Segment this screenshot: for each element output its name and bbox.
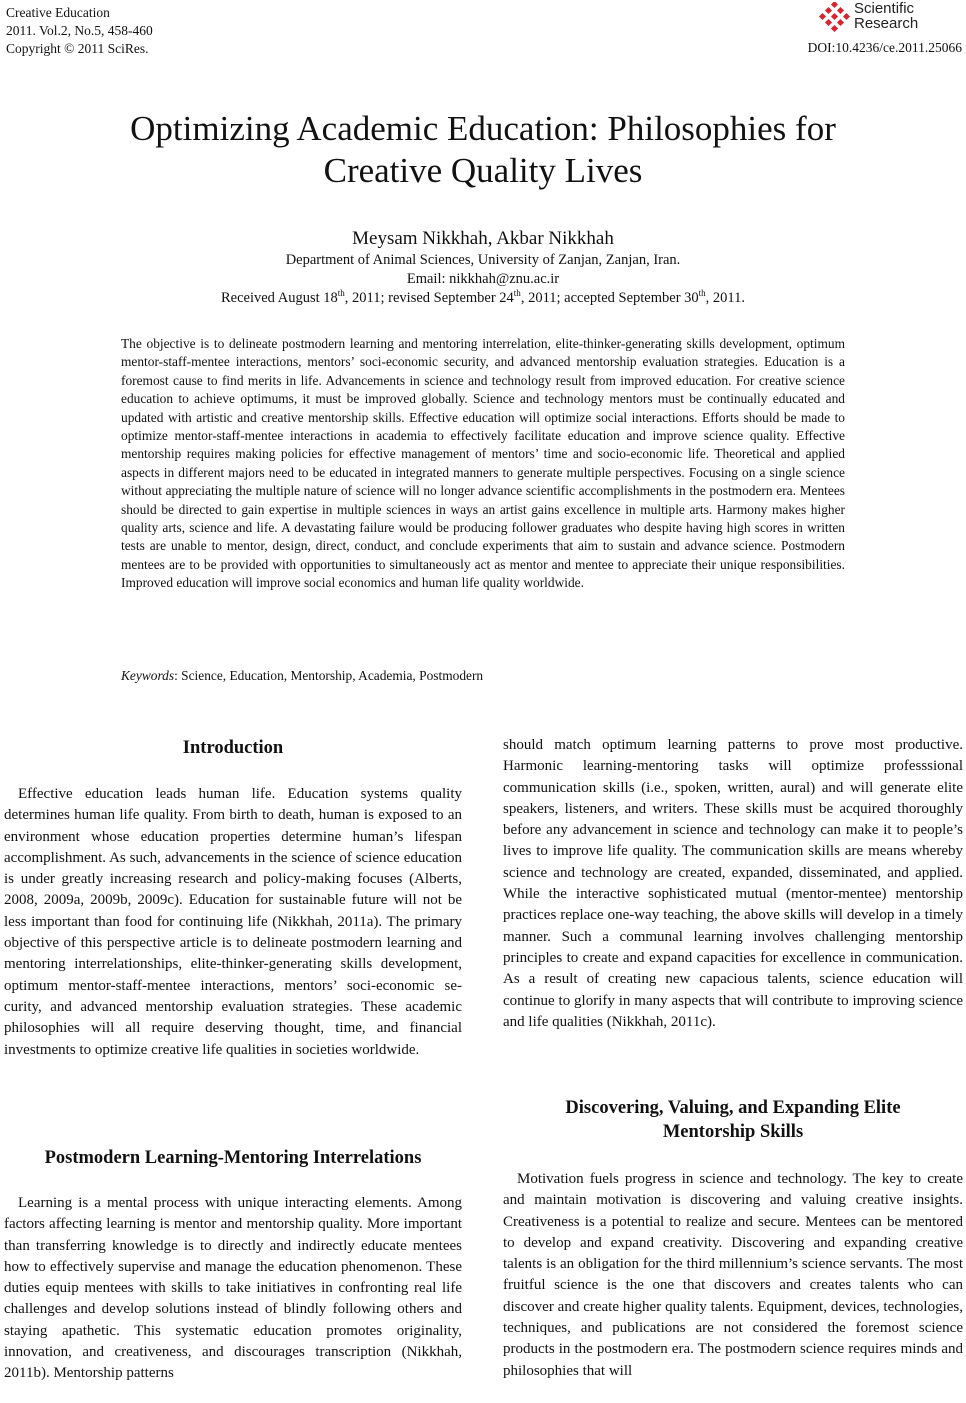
paper-title: [40, 108, 926, 192]
doi: DOI:10.4236/ce.2011.25066: [807, 40, 962, 55]
learning-mentoring-heading: Postmodern Learning-Mentoring Interrelations: [44, 1148, 422, 1168]
logo-text-line2: Research: [854, 15, 919, 32]
scientific-research-logo: [818, 0, 958, 36]
keywords: [121, 668, 483, 684]
learning-mentoring-paragraph: Learning is a mental process with unique interacting elements. Among factors affecting learning is mentor and mentorship quality. More important than transferring knowledge is to directly and indirectly educate mentees how to effectively supervise and manage the education phenomenon. These duties equip mentees with skills to take initiatives in confronting real life challenges and develop solutions instead of blindly following others and staying apathetic. This systematic education promotes originality, innovation, and creativeness, and discourages transcription (Nikkhah, 2011b). Mentorship patterns: [4, 1195, 462, 1382]
journal-header: [6, 4, 153, 58]
introduction-paragraph: Effective education leads human life. Education systems quality determines human life quality. From birth to death, human is exposed to an environment whose education properties determine human’s lifespan accomplishment. As such, advancements in the science of science education is under greatly increasing research and policy-making focuses (Alberts, 2008, 2009a, 2009b, 2009c). Education for sustainable future will not be less important than food for continuing life (Nikkhah, 2011a). The primary objective of this perspective article is to delineate postmodern learning and mentoring interrelationships, elite-thinker-generating skills development, optimum mentor-staff-mentee interactions, mentors’ soci-economic security, and advanced mentorship evaluation strategies. These academic philosophies will all require deserving thought, time, and financial investments to optimize creative life qualities in societies worldwide.: [4, 786, 462, 1058]
authors: Meysam Nikkhah, Akbar Nikkhah: [352, 228, 614, 249]
copyright: Copyright © 2011 SciRes.: [6, 41, 149, 56]
email: Email: nikkhah@znu.ac.ir: [406, 271, 560, 287]
journal-name: Creative Education: [6, 5, 110, 20]
heading-line-2: Mentorship Skills: [662, 1122, 804, 1142]
abstract: The objective is to delineate postmodern learning and mentoring interrelation, elite-thinker-generating skills development, optimum mentor-staff-mentee interactions, mentors’ soci-economic security, and advanced mentorship evaluation strategies. Education is a foremost cause to find merits in life. Advancements in science and technology result from improved education. For creative science education to achieve optimums, it must be improved globally. Science and technology mentors must be continually educated and updated with artistic and creative mentorship skills. Effective education will optimize social interactions. Efforts should be made to optimize mentor-staff-mentee interactions in academia to effectively facilitate education and improve science quality. Effective mentorship requires making policies for effective management of mentors’ time and socio-economic life. Theoretical and applied aspects in different majors need to be educated in integrated manners to generate multiple perspectives. Focusing on a single science without appreciating the multiple nature of science will no longer advance scientific accomplishments in the postmodern era. Mentees should be directed to gain expertise in multiple sciences in ways an artist gains excellence in multiple arts. Harmony makes higher quality arts, science and life. A devastating failure would be producing follower graduates who despite having high scores in written tests are unable to mentor, design, direct, conduct, and conclude experiments that aim to sustain and advance science. Postmodern mentees are to be provided with opportunities to simultaneously act as mentor and mentee to appreciate their unique responsibilities. Improved education will improve social economics and human life quality worldwide.: [121, 336, 845, 591]
right-column-continuation: should match optimum learning patterns to prove most productive. Harmonic learning-mentoring tasks will optimize professsional communication skills (i.e., spoken, written, aural) and will generate elite speakers, listeners, and writers. These skills must be acquired thoroughly before any advancement in science and technology can make it to people’s lives to improve life quality. The communication skills are means whereby science and technology are created, expanded, disseminated, and applied. While the interactive sophisticated mutual (mentor-mentee) mentorship practices replace one-way teaching, the above skills will develop in a timely manner. Such a communal learning involves challenging mentorship principles to create and expand capacities for excellence in communication. As a result of creating new capacious talents, science education will continue to glorify in many aspects that will contribute to improving science and life qualities (Nikkhah, 2011c).: [503, 737, 963, 1030]
received-dates: Received August 18th, 2011; revised September 24th, 2011; accepted September 30th, 2011.: [220, 288, 746, 306]
elite-mentorship-paragraph: Motivation fuels progress in science and technology. The key to create and maintain motivation is discovering and valuing creative insights. Creativeness is a potential to realize and secure. Mentees can be mentored to develop and expand creativity. Discovering and expanding creative talents is an obligation for the third millennium’s science servants. The most fruitful science is the one that discovers and creates talents who can discover and create higher quality talents. Equipment, devices, technologies, techniques, and publications are not considered the foremost science products in the postmodern era. The postmodern science requires minds and philosophies that will: [503, 1171, 963, 1379]
journal-volume: 2011. Vol.2, No.5, 458-460: [6, 23, 153, 38]
keywords-label: Keywords: [121, 668, 175, 683]
title-line-1: Optimizing Academic Education: Philosophies for: [130, 109, 836, 148]
affiliation: Department of Animal Sciences, University of Zanjan, Zanjan, Iran.: [285, 252, 681, 268]
introduction-heading: Introduction: [182, 738, 284, 758]
elite-mentorship-heading: [503, 1096, 963, 1144]
heading-line-1: Discovering, Valuing, and Expanding Elite: [565, 1098, 901, 1118]
title-line-2: Creative Quality Lives: [323, 151, 643, 190]
logo-text-line1: Scientific: [854, 0, 915, 17]
diamond-grid-icon: [818, 2, 850, 32]
keywords-list: : Science, Education, Mentorship, Academia, Postmodern: [174, 668, 484, 683]
